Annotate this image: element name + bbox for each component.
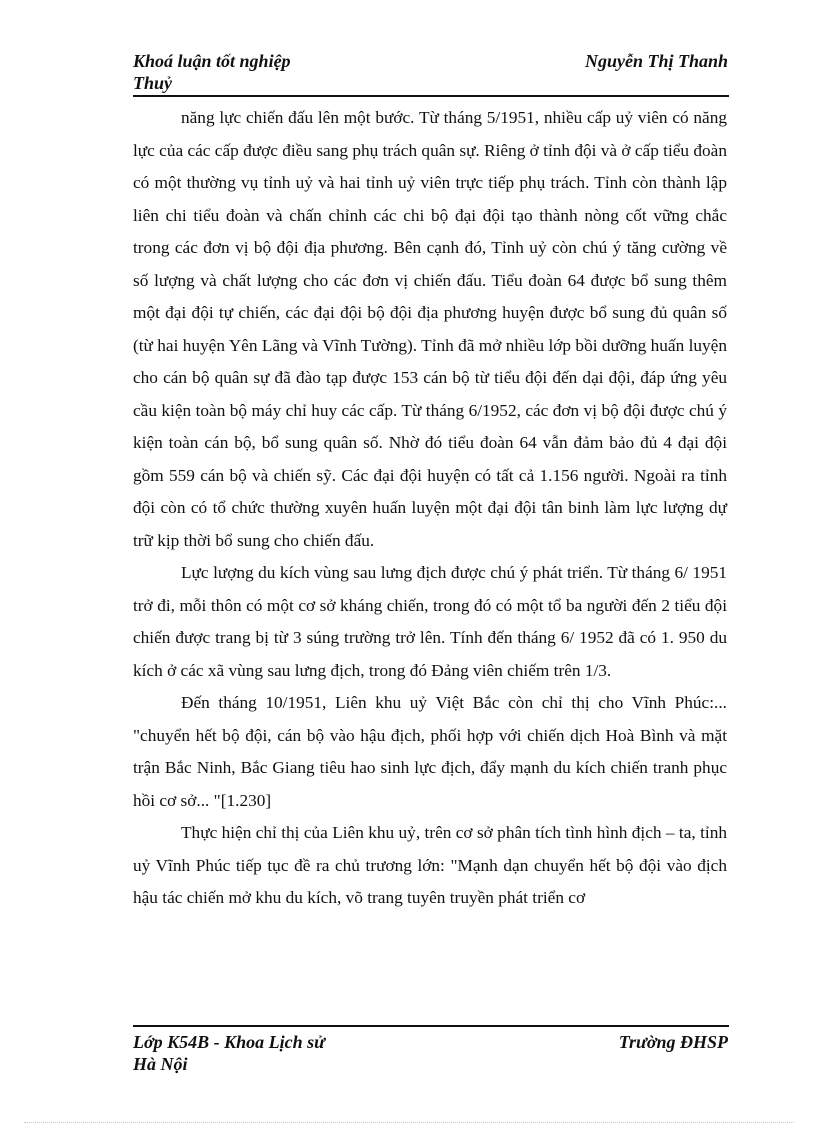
footer-city: Hà Nội — [133, 1054, 188, 1074]
paragraph-2: Lực lượng du kích vùng sau lưng địch được chú ý phát triển. Từ tháng 6/ 1951 trở đi, mỗi thôn có một cơ sở kháng chiến, trong đó có một tổ ba người đến 2 tiểu đội chiến được trang bị từ 3 súng trường trở lên. Tính đến tháng 6/ 1952 đã có 1. 950 du kích ở các xã vùng sau lưng địch, trong đó Đảng viên chiếm trên 1/3. — [133, 563, 727, 680]
header-author-name-continued: Thuỷ — [133, 73, 173, 93]
header-author-name: Nguyễn Thị Thanh — [584, 51, 728, 71]
page-header — [133, 50, 728, 94]
paragraph-4: Thực hiện chỉ thị của Liên khu uỷ, trên cơ sở phân tích tình hình địch – ta, tỉnh uỷ Vĩnh Phúc tiếp tục đề ra chủ trương lớn: "Mạnh dạn chuyển hết bộ đội vào địch hậu tác chiến mở khu du kích, võ trang tuyên truyền phát triển cơ — [133, 823, 727, 907]
header-rule — [133, 95, 729, 97]
header-thesis-title: Khoá luận tốt nghiệp — [133, 51, 291, 71]
paragraph-1: năng lực chiến đấu lên một bước. Từ tháng 5/1951, nhiều cấp uỷ viên có năng lực của các cấp được điều sang phụ trách quân sự. Riêng ở tỉnh đội và ở cấp tiểu đoàn có một thường vụ tỉnh uỷ và hai tỉnh uỷ viên trực tiếp phụ trách. Tỉnh còn thành lập liên chi tiểu đoàn và chấn chỉnh các chi bộ đại đội tạo thành nòng cốt vững chắc trong các đơn vị bộ đội địa phương. Bên cạnh đó, Tỉnh uỷ còn chú ý tăng cường về số lượng và chất lượng cho các đơn vị chiến đấu. Tiểu đoàn 64 được bổ sung thêm một đại đội tự chiến, các đại đội bộ đội địa phương huyện được bổ sung đủ quân số (từ hai huyện Yên Lãng và Vĩnh Tường). Tỉnh đã mở nhiều lớp bồi dưỡng huấn luyện cho cán bộ quân sự đã đào tạp được 153 cán bộ từ tiểu đội đến dại đội, đáp ứng yêu cầu kiện toàn bộ máy chỉ huy các cấp. Từ tháng 6/1952, các đơn vị bộ đội được chú ý kiện toàn cán bộ, bổ sung quân số. Nhờ đó tiểu đoàn 64 vẫn đảm bảo đủ 4 đại đội gồm 559 cán bộ và chiến sỹ. Các đại đội huyện có tất cả 1.156 người. Ngoài ra tỉnh đội còn có tổ chức thường xuyên huấn luyện một đại đội tân binh làm lực lượng dự trữ kịp thời bổ sung cho chiến đấu. — [133, 108, 727, 550]
body-text — [133, 102, 727, 915]
footer-rule — [133, 1025, 729, 1027]
page-footer — [133, 1031, 728, 1075]
paragraph-3: Đến tháng 10/1951, Liên khu uỷ Việt Bắc còn chỉ thị cho Vĩnh Phúc:... "chuyển hết bộ đội, cán bộ vào hậu địch, phối hợp với chiến dịch Hoà Bình và mặt trận Bắc Ninh, Bắc Giang tiêu hao sinh lực địch, đẩy mạnh du kích chiến tranh phục hồi cơ sở... "[1.230] — [133, 693, 727, 810]
footer-class-faculty: Lớp K54B - Khoa Lịch sử — [133, 1032, 325, 1052]
footer-university: Trường ĐHSP — [618, 1032, 728, 1052]
